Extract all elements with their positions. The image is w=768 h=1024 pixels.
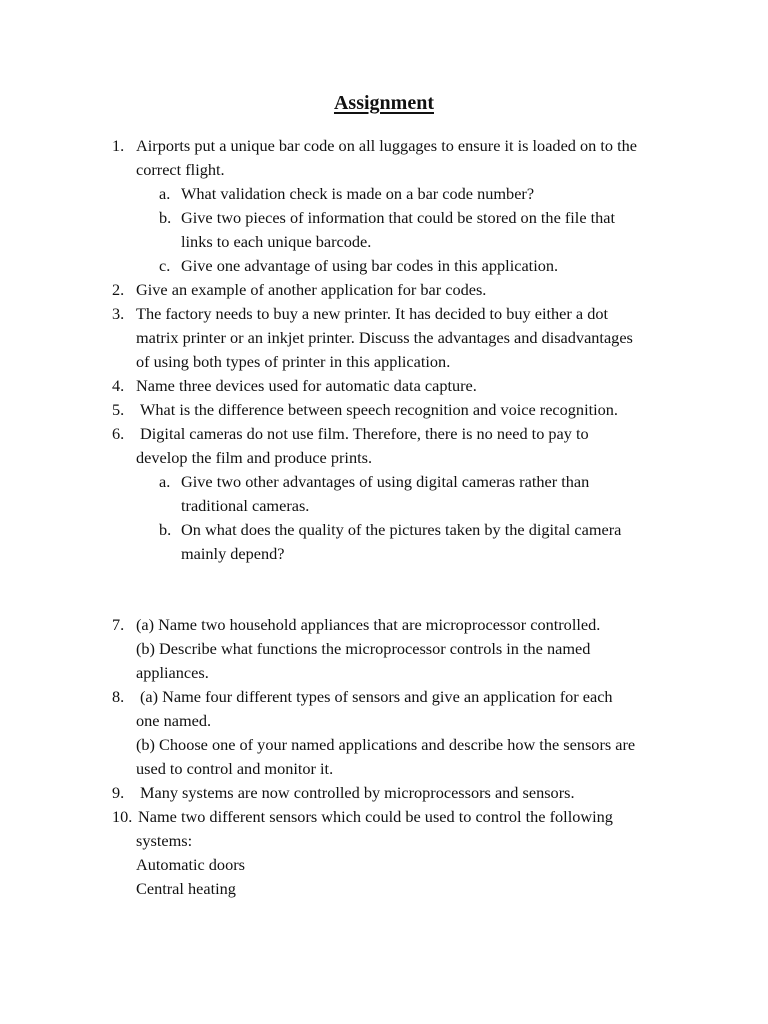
q1b-label: b.: [159, 208, 172, 227]
q6a-text-1: Give two other advantages of using digital cameras rather than: [181, 472, 590, 491]
q10-line-4: Central heating: [136, 879, 236, 898]
q1c-text: Give one advantage of using bar codes in this application.: [181, 256, 559, 275]
q8-line-4: used to control and monitor it.: [136, 759, 334, 778]
q8-line-1: (a) Name four different types of sensors and give an application for each: [140, 687, 613, 706]
q1a-text: What validation check is made on a bar code number?: [181, 184, 535, 203]
q1-number: 1.: [112, 136, 125, 155]
q1-line-1: Airports put a unique bar code on all luggages to ensure it is loaded on to the: [136, 136, 637, 155]
q3-line-1: The factory needs to buy a new printer. It has decided to buy either a dot: [136, 304, 608, 323]
q3-line-2: matrix printer or an inkjet printer. Discuss the advantages and disadvantages: [136, 328, 633, 347]
q8-line-2: one named.: [136, 711, 212, 730]
q4-number: 4.: [112, 376, 125, 395]
q9-number: 9.: [112, 783, 125, 802]
assignment-title: Assignment: [333, 92, 434, 114]
q1-line-2: correct flight.: [136, 160, 225, 179]
q1b-text-2: links to each unique barcode.: [181, 232, 372, 251]
q6-number: 6.: [112, 424, 125, 443]
q10-line-1: Name two different sensors which could be used to control the following: [138, 807, 613, 826]
q6b-label: b.: [159, 520, 172, 539]
q2-line-1: Give an example of another application for bar codes.: [136, 280, 487, 299]
q1a-label: a.: [159, 184, 171, 203]
q3-line-3: of using both types of printer in this application.: [136, 352, 451, 371]
q6a-text-2: traditional cameras.: [181, 496, 310, 515]
q6a-label: a.: [159, 472, 171, 491]
q10-line-2: systems:: [136, 831, 193, 850]
q6b-text-2: mainly depend?: [181, 544, 285, 563]
q10-number: 10.: [112, 807, 133, 826]
q6b-text-1: On what does the quality of the pictures taken by the digital camera: [181, 520, 622, 539]
q9-line-1: Many systems are now controlled by microprocessors and sensors.: [140, 783, 575, 802]
q6-line-1: Digital cameras do not use film. Therefore, there is no need to pay to: [140, 424, 589, 443]
q4-line-1: Name three devices used for automatic data capture.: [136, 376, 477, 395]
q1b-text-1: Give two pieces of information that could be stored on the file that: [181, 208, 616, 227]
q1c-label: c.: [159, 256, 171, 275]
q3-number: 3.: [112, 304, 125, 323]
q7-line-2: (b) Describe what functions the microprocessor controls in the named: [136, 639, 591, 658]
q7-number: 7.: [112, 615, 125, 634]
q5-number: 5.: [112, 400, 125, 419]
q7-line-3: appliances.: [136, 663, 209, 682]
q5-line-1: What is the difference between speech recognition and voice recognition.: [140, 400, 618, 419]
q7-line-1: (a) Name two household appliances that are microprocessor controlled.: [136, 615, 601, 634]
q6-line-2: develop the film and produce prints.: [136, 448, 373, 467]
q2-number: 2.: [112, 280, 125, 299]
q8-line-3: (b) Choose one of your named applications and describe how the sensors are: [136, 735, 636, 754]
q8-number: 8.: [112, 687, 125, 706]
q10-line-3: Automatic doors: [136, 855, 245, 874]
